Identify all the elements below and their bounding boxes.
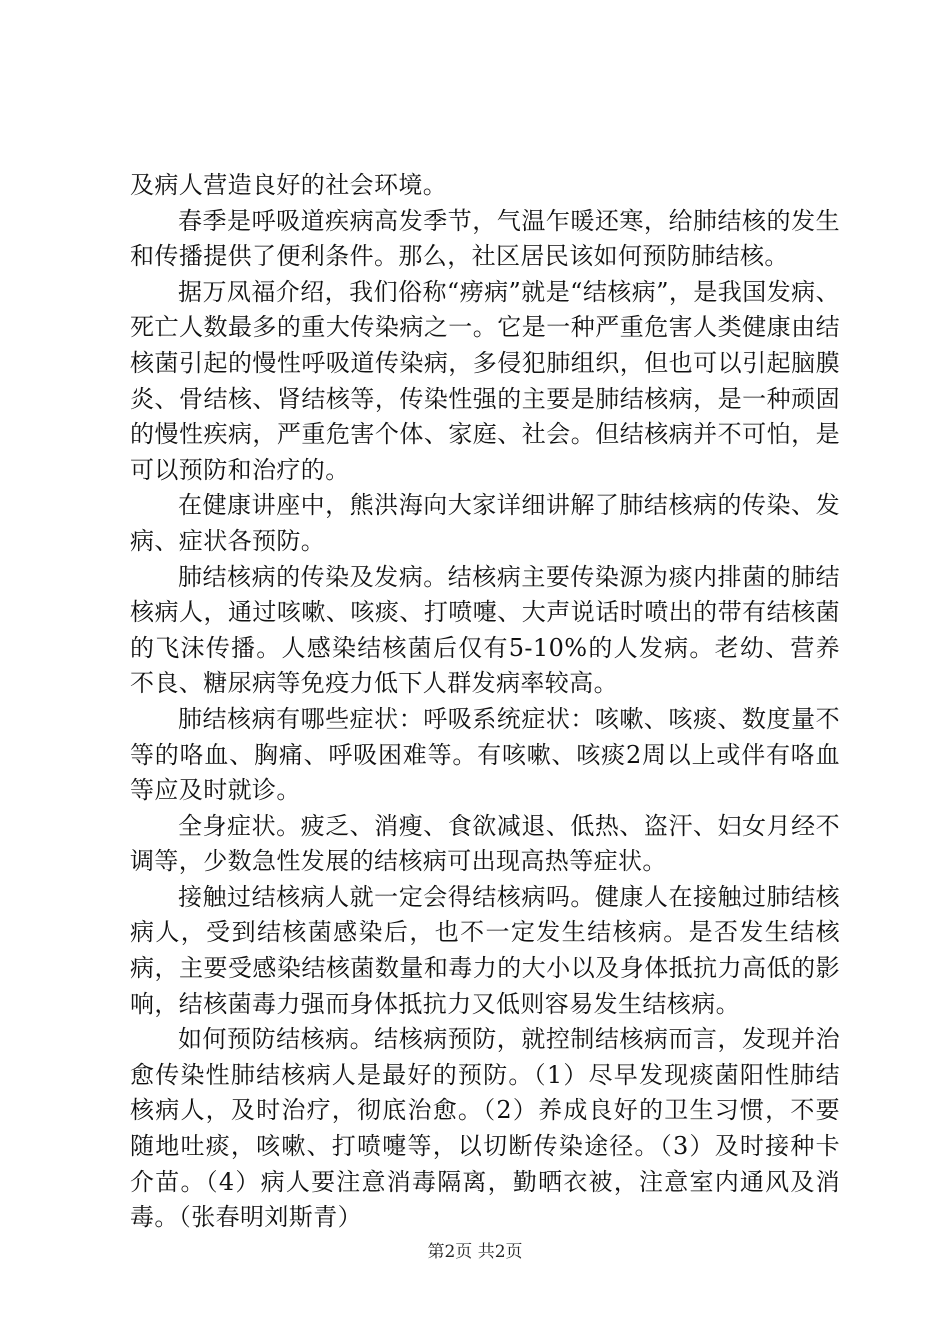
paragraph-8: 接触过结核病人就一定会得结核病吗。健康人在接触过肺结核病人，受到结核菌感染后，也不一定发生结核病。是否发生结核病，主要受感染结核菌数量和毒力的大小以及身体抵抗力高低的影响，结核菌毒力强而身体抵抗力又低则容易发生结核病。	[130, 882, 840, 1018]
paragraph-5: 肺结核病的传染及发病。结核病主要传染源为痰内排菌的肺结核病人，通过咳嗽、咳痰、打喷嚏、大声说话时喷出的带有结核菌的飞沫传播。人感染结核菌后仅有5-10%的人发病。老幼、营养不良、糖尿病等免疫力低下人群发病率较高。	[130, 562, 840, 698]
paragraph-6: 肺结核病有哪些症状：呼吸系统症状：咳嗽、咳痰、数度量不等的咯血、胸痛、呼吸困难等。有咳嗽、咳痰2周以上或伴有咯血等应及时就诊。	[130, 704, 840, 805]
paragraph-9: 如何预防结核病。结核病预防，就控制结核病而言，发现并治愈传染性肺结核病人是最好的预防。（1）尽早发现痰菌阳性肺结核病人，及时治疗，彻底治愈。（2）养成良好的卫生习惯，不要随地吐痰，咳嗽、打喷嚏等，以切断传染途径。（3）及时接种卡介苗。（4）病人要注意消毒隔离，勤晒衣被，注意室内通风及消毒。（张春明刘斯青）	[130, 1025, 840, 1232]
paragraph-3: 据万凤福介绍，我们俗称“痨病”就是“结核病”，是我国发病、死亡人数最多的重大传染病之一。它是一种严重危害人类健康由结核菌引起的慢性呼吸道传染病，多侵犯肺组织，但也可以引起脑膜炎、骨结核、肾结核等，传染性强的主要是肺结核病，是一种顽固的慢性疾病，严重危害个体、家庭、社会。但结核病并不可怕，是可以预防和治疗的。	[130, 277, 840, 484]
paragraph-2: 春季是呼吸道疾病高发季节，气温乍暖还寒，给肺结核的发生和传播提供了便利条件。那么，社区居民该如何预防肺结核。	[130, 206, 840, 271]
paragraph-1: 及病人营造良好的社会环境。	[130, 171, 448, 199]
paragraph-7: 全身症状。疲乏、消瘦、食欲减退、低热、盗汗、妇女月经不调等，少数急性发展的结核病可出现高热等症状。	[130, 811, 840, 876]
article-body	[130, 168, 840, 1236]
paragraph-4: 在健康讲座中，熊洪海向大家详细讲解了肺结核病的传染、发病、症状各预防。	[130, 491, 840, 555]
page-number-footer: 第2页 共2页	[427, 1242, 523, 1262]
